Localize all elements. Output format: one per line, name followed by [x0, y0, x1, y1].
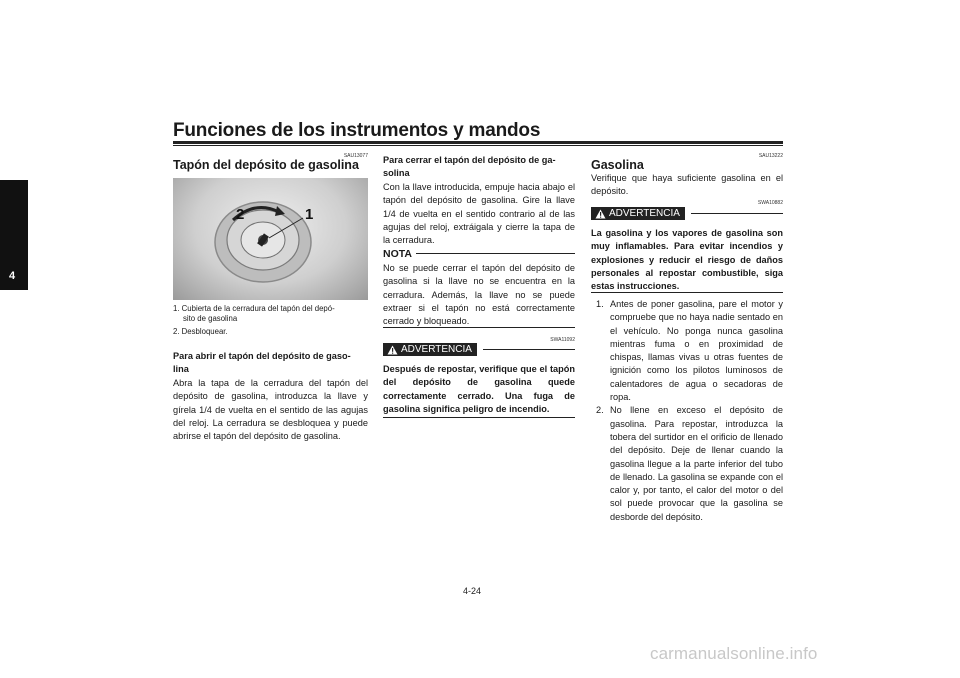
gasolina-intro: Verifique que haya suficiente gasolina en el depósito. — [591, 173, 783, 197]
nota-label: NOTA — [383, 247, 412, 260]
warning-badge — [383, 343, 477, 356]
warning-header — [383, 343, 575, 356]
figure-captions — [173, 304, 368, 337]
watermark: carmanualsonline.info — [650, 644, 818, 663]
caption-line: sito de gasolina — [183, 314, 238, 323]
warning-text: Después de repostar, verifique que el tapón del depósito de gasolina quede correctamente cerrado. Una fuga de gasolina significa peligro de incendio. — [383, 364, 575, 414]
section-heading: Tapón del depósito de gasolina — [173, 158, 359, 172]
subheading-open-cap: Para abrir el tapón del depósito de gaso- lina — [173, 351, 351, 375]
list-item — [596, 298, 783, 404]
warning-rule — [483, 349, 575, 350]
paragraph-open-cap: Abra la tapa de la cerradura del tapón del depósito de gasolina, introduzca la llave y gírela 1/4 de vuelta en el sentido de las agujas del reloj. La cerradura se desbloquea y puede abrirse el tapón del depósito de gasolina. — [173, 378, 368, 442]
paragraph-close-cap: Con la llave introducida, empuje hacia abajo el tapón del depósito de gasolina. Gire la llave 1/4 de vuelta en el sentido contrario al de las agujas del reloj, extráigala y cierre la tapa de la cerradura. — [383, 182, 575, 246]
caption-line: 1. Cubierta de la cerradura del tapón del depó- — [173, 304, 335, 313]
warning-text: La gasolina y los vapores de gasolina son muy inflamables. Para evitar incendios y explosiones y reducir el riesgo de daños personales al repostar combustible, siga estas instrucciones. — [591, 228, 783, 292]
nota-end-rule — [383, 327, 575, 328]
warning-code: SWA11092 — [550, 337, 575, 343]
list-item-text: Antes de poner gasolina, pare el motor y compruebe que no haya nadie sentado en el vehículo. No ponga nunca gasolina mientras fuma o en proximidad de chispas, llamas vivas u otras fuentes de ignición como los pilotos luminosos de calentadores de agua o secadoras de ropa. — [610, 299, 783, 403]
nota-text: No se puede cerrar el tapón del depósito de gasolina si la llave no se encuentra en la cerradura. Además, la llave no se puede extraer si el tapón no está correctamente cerrado y bloqueado. — [383, 263, 575, 327]
header-rule — [173, 141, 783, 144]
list-item-number: 2. — [596, 405, 604, 416]
warning-triangle-icon — [595, 209, 606, 219]
warning-rule — [691, 213, 783, 214]
page-number: 4-24 — [463, 586, 482, 596]
warning-label: ADVERTENCIA — [609, 208, 680, 219]
fuel-cap-figure — [173, 178, 368, 300]
figure-callout-1: 1 — [305, 206, 314, 223]
warning-end-rule — [383, 417, 575, 418]
gasolina-instructions-list — [596, 298, 783, 524]
list-item-text: No llene en exceso el depósito de gasolina. Para repostar, introduzca la tobera del surtidor en el orificio de llenado del depósito. Deje de llenar cuando la gasolina llegue a la parte inferior del tubo de llenado. La gasolina se expande con el calor y, por tanto, el calor del motor o del sol puede provocar que la gasolina se desborde del depósito. — [610, 405, 783, 522]
list-item — [596, 404, 783, 524]
chapter-number: 4 — [9, 270, 16, 282]
caption-line: 2. Desbloquear. — [173, 327, 228, 336]
fuel-cap-illustration — [173, 178, 368, 300]
section-code: SAU13222 — [758, 153, 783, 159]
section-code: SAU13077 — [343, 153, 368, 159]
section-heading-gasolina: Gasolina — [591, 158, 644, 172]
nota-rule — [416, 253, 575, 254]
header-rule-thin — [173, 145, 783, 146]
warning-code: SWA10882 — [757, 200, 783, 206]
warning-header — [591, 207, 783, 220]
list-item-number: 1. — [596, 299, 604, 309]
warning-triangle-icon — [387, 345, 398, 355]
warning-label: ADVERTENCIA — [401, 344, 472, 355]
page-header-title: Funciones de los instrumentos y mandos — [173, 120, 541, 141]
nota-header — [383, 247, 575, 260]
warning-end-rule — [591, 292, 783, 293]
figure-callout-2: 2 — [236, 206, 245, 223]
warning-badge — [591, 207, 685, 220]
subheading-close-cap: Para cerrar el tapón del depósito de ga- solina — [383, 155, 556, 179]
